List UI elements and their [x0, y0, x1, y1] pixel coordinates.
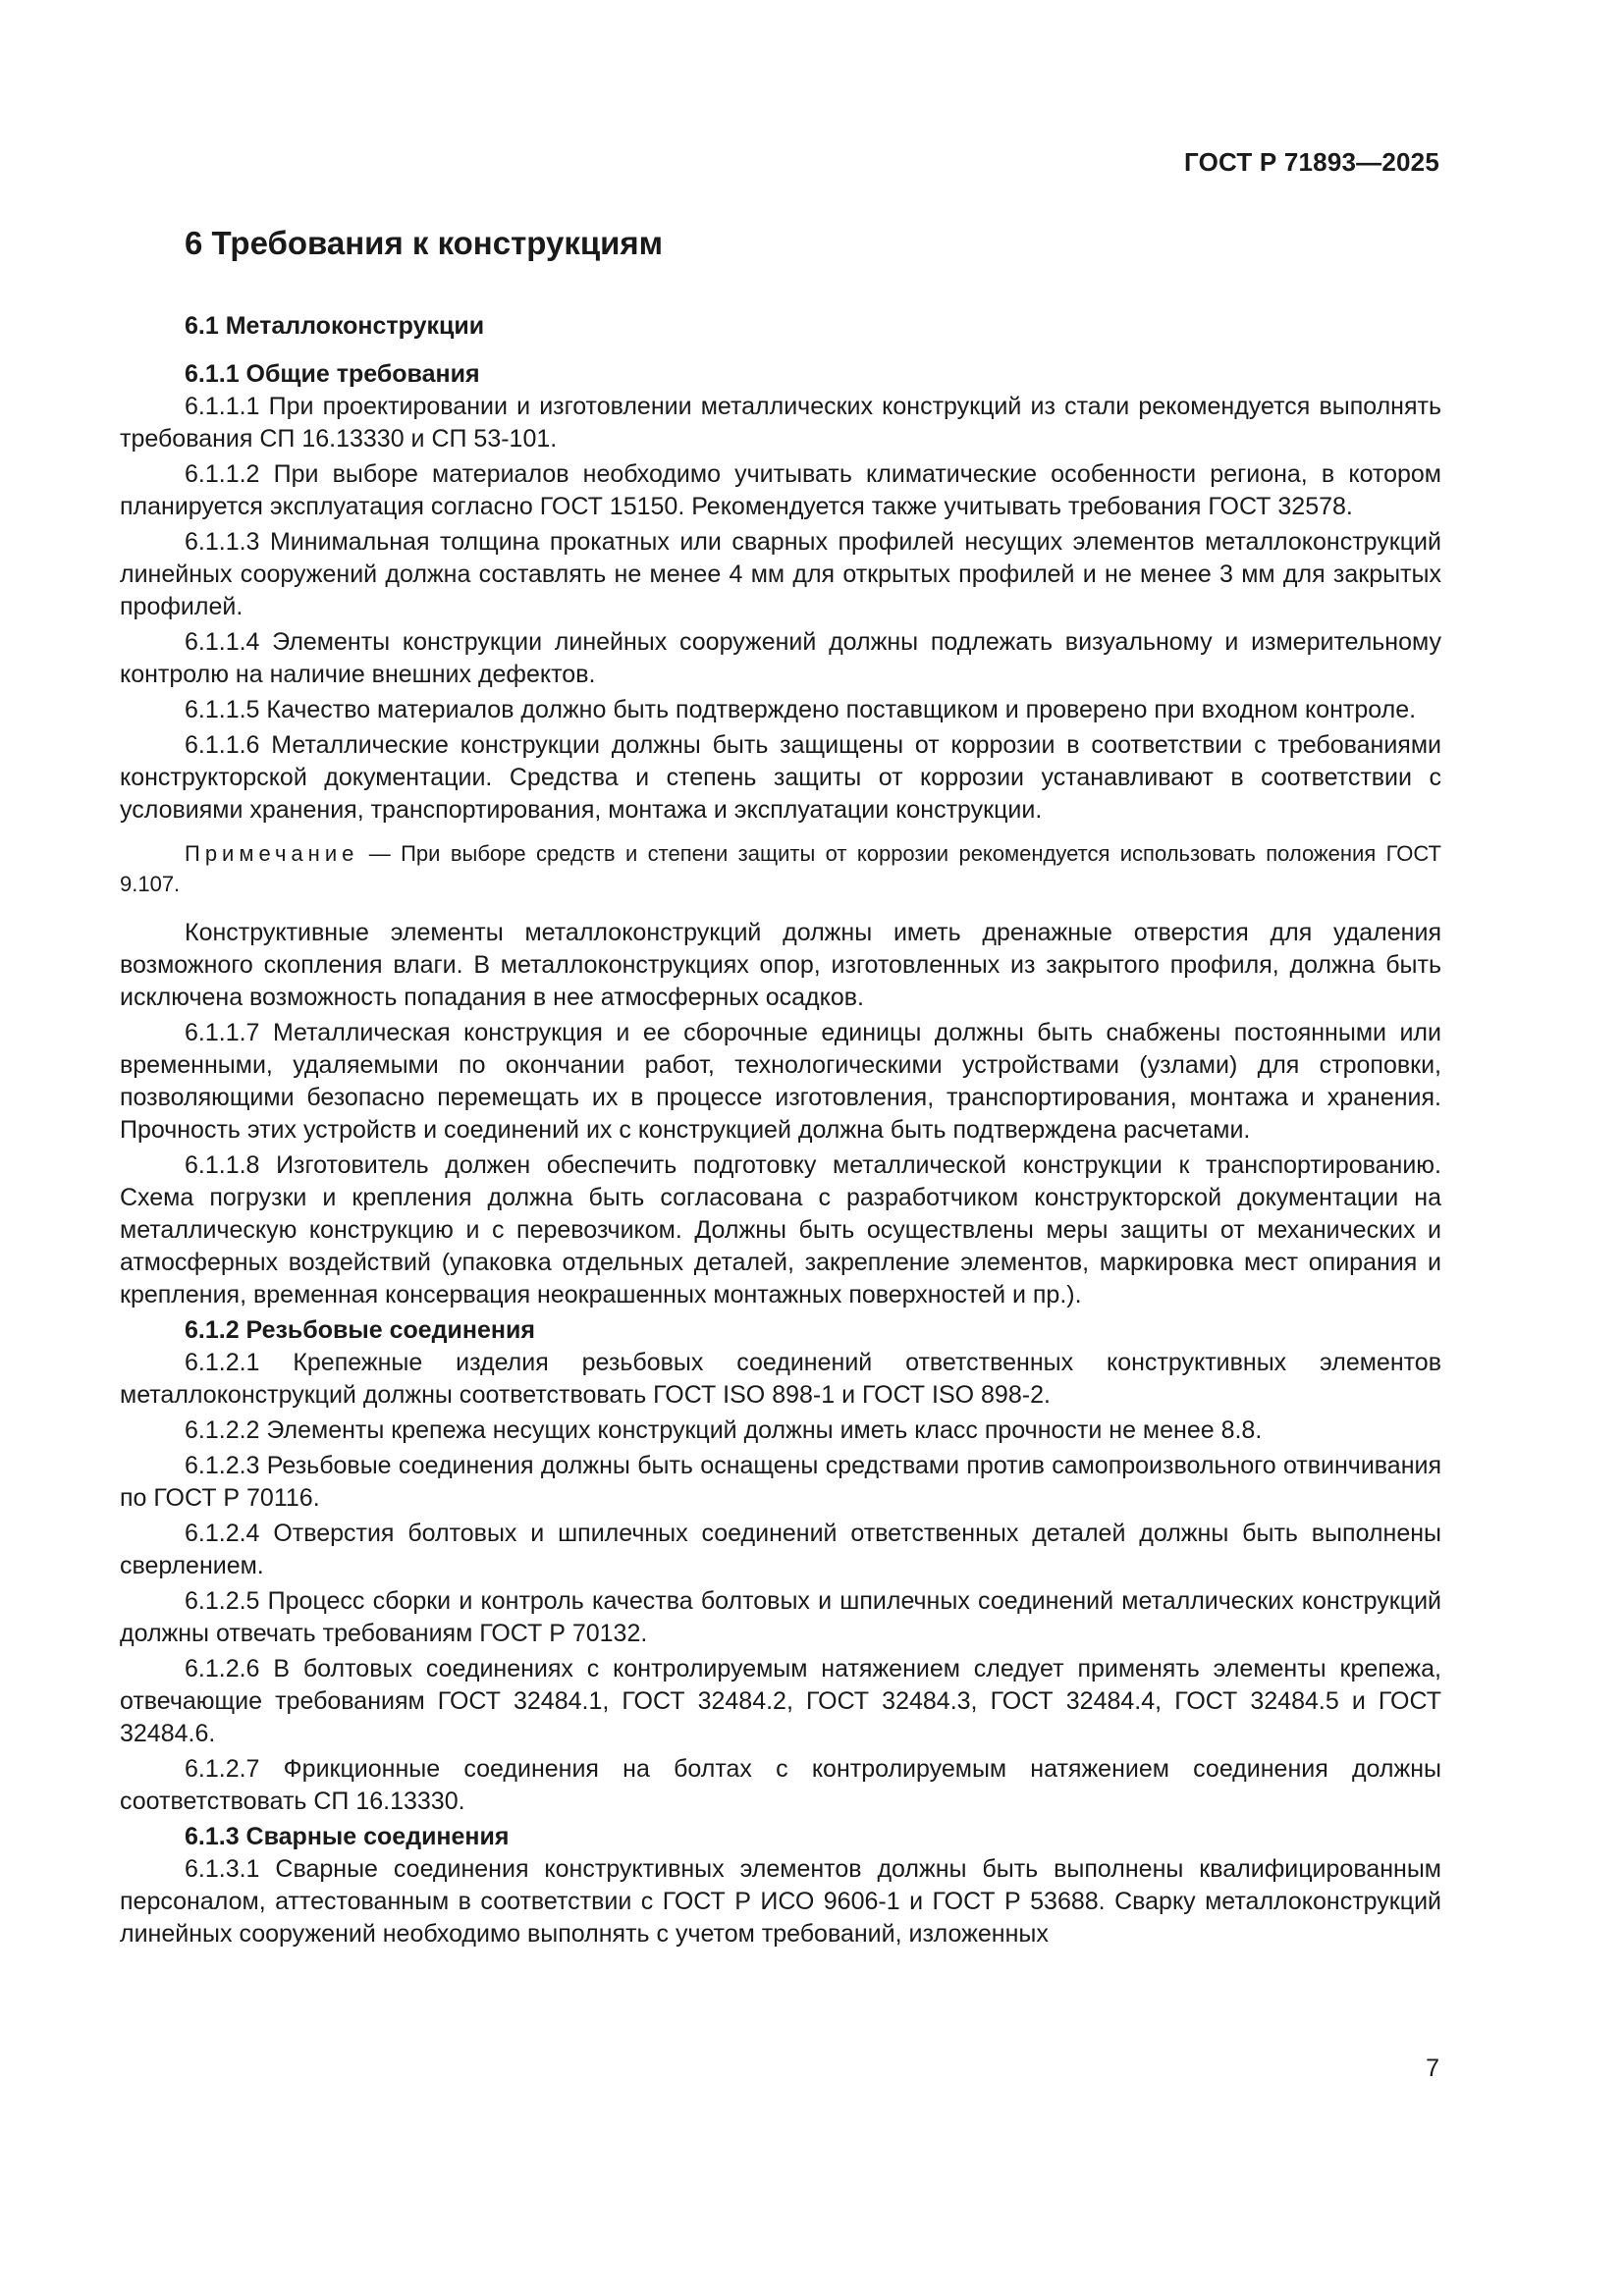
paragraph-6-1-1-5: 6.1.1.5 Качество материалов должно быть подтверждено поставщиком и проверено при входном контроле.	[185, 696, 1417, 723]
paragraph-6-1-1-1: 6.1.1.1 При проектировании и изготовлении металлических конструкций из стали рекомендуется выполнять требования СП 16.13330 и СП 53-101.	[120, 393, 1441, 453]
paragraph-6-1-2-2: 6.1.2.2 Элементы крепежа несущих конструкций должны иметь класс прочности не менее 8.8.	[185, 1416, 1263, 1444]
paragraph-6-1-1-2: 6.1.1.2 При выборе материалов необходимо учитывать климатические особенности региона, в котором планируется эксплуатация согласно ГОСТ 15150. Рекомендуется также учитывать требования ГОСТ 32578.	[120, 460, 1441, 520]
note-text: — При выборе средств и степени защиты от коррозии рекомендуется использовать положения ГОСТ 9.107.	[120, 841, 1441, 896]
page-number: 7	[1426, 2055, 1439, 2082]
paragraph-6-1-2-1: 6.1.2.1 Крепежные изделия резьбовых соединений ответственных конструктивных элементов металлоконструкций должны соответствовать ГОСТ ISO 898-1 и ГОСТ ISO 898-2.	[120, 1349, 1441, 1409]
paragraph-6-1-1-4: 6.1.1.4 Элементы конструкции линейных сооружений должны подлежать визуальному и измерительному контролю на наличие внешних дефектов.	[120, 628, 1441, 688]
subsection-title-6-1-1: 6.1.1 Общие требования	[185, 360, 480, 388]
paragraph-6-1-2-6: 6.1.2.6 В болтовых соединениях с контролируемым натяжением следует применять элементы крепежа, отвечающие требованиям ГОСТ 32484.1, ГОСТ 32484.2, ГОСТ 32484.3, ГОСТ 32484.4, ГОСТ 32484.5 и ГОСТ 32484.6.	[120, 1655, 1441, 1747]
paragraph-6-1-2-7: 6.1.2.7 Фрикционные соединения на болтах с контролируемым натяжением соединения должны соответствовать СП 16.13330.	[120, 1755, 1441, 1815]
paragraph-6-1-1-3: 6.1.1.3 Минимальная толщина прокатных или сварных профилей несущих элементов металлоконструкций линейных сооружений должна составлять не менее 4 мм для открытых профилей и не менее 3 мм для закрытых профилей.	[120, 528, 1441, 620]
section-title: 6 Требования к конструкциям	[185, 225, 664, 261]
paragraph-6-1-2-3: 6.1.2.3 Резьбовые соединения должны быть оснащены средствами против самопроизвольного отвинчивания по ГОСТ Р 70116.	[120, 1452, 1441, 1512]
paragraph-6-1-2-5: 6.1.2.5 Процесс сборки и контроль качества болтовых и шпилечных соединений металлических конструкций должны отвечать требованиям ГОСТ Р 70132.	[120, 1587, 1441, 1647]
running-header-doc-code: ГОСТ Р 71893—2025	[1184, 147, 1439, 177]
paragraph-6-1-1-6: 6.1.1.6 Металлические конструкции должны быть защищены от коррозии в соответствии с требованиями конструкторской документации. Средства и степень защиты от коррозии устанавливают в соответствии с условиями хранения, транспортирования, монтажа и эксплуатации конструкции.	[120, 731, 1441, 824]
paragraph-drainage: Конструктивные элементы металлоконструкций должны иметь дренажные отверстия для удаления возможного скопления влаги. В металлоконструкциях опор, изготовленных из закрытого профиля, должна быть исключена возможность попадания в нее атмосферных осадков.	[120, 919, 1441, 1011]
subsection-title-6-1-3: 6.1.3 Сварные соединения	[185, 1823, 510, 1850]
paragraph-6-1-1-8: 6.1.1.8 Изготовитель должен обеспечить подготовку металлической конструкции к транспортированию. Схема погрузки и крепления должна быть согласована с разработчиком конструкторской документации на металлическую конструкцию и с перевозчиком. Должны быть осуществлены меры защиты от механических и атмосферных воздействий (упаковка отдельных деталей, закрепление элементов, маркировка мест опирания и крепления, временная консервация неокрашенных монтажных поверхностей и пр.).	[120, 1151, 1441, 1308]
subsection-title-6-1: 6.1 Металлоконструкции	[185, 312, 485, 340]
subsection-title-6-1-2: 6.1.2 Резьбовые соединения	[185, 1316, 535, 1344]
paragraph-6-1-1-7: 6.1.1.7 Металлическая конструкция и ее сборочные единицы должны быть снабжены постоянными или временными, удаляемыми по окончании работ, технологическими устройствами (узлами) для строповки, позволяющими безопасно перемещать их в процессе изготовления, транспортирования, монтажа и хранения. Прочность этих устройств и соединений их с конструкцией должна быть подтверждена расчетами.	[120, 1019, 1441, 1144]
note	[120, 838, 1441, 899]
paragraph-6-1-2-4: 6.1.2.4 Отверстия болтовых и шпилечных соединений ответственных деталей должны быть выполнены сверлением.	[120, 1520, 1441, 1579]
note-label: Примечание	[185, 841, 359, 866]
paragraph-6-1-3-1: 6.1.3.1 Сварные соединения конструктивных элементов должны быть выполнены квалифицированным персоналом, аттестованным в соответствии с ГОСТ Р ИСО 9606-1 и ГОСТ Р 53688. Сварку металлоконструкций линейных сооружений необходимо выполнять с учетом требований, изложенных	[120, 1855, 1441, 1948]
page-content	[120, 224, 1441, 1953]
